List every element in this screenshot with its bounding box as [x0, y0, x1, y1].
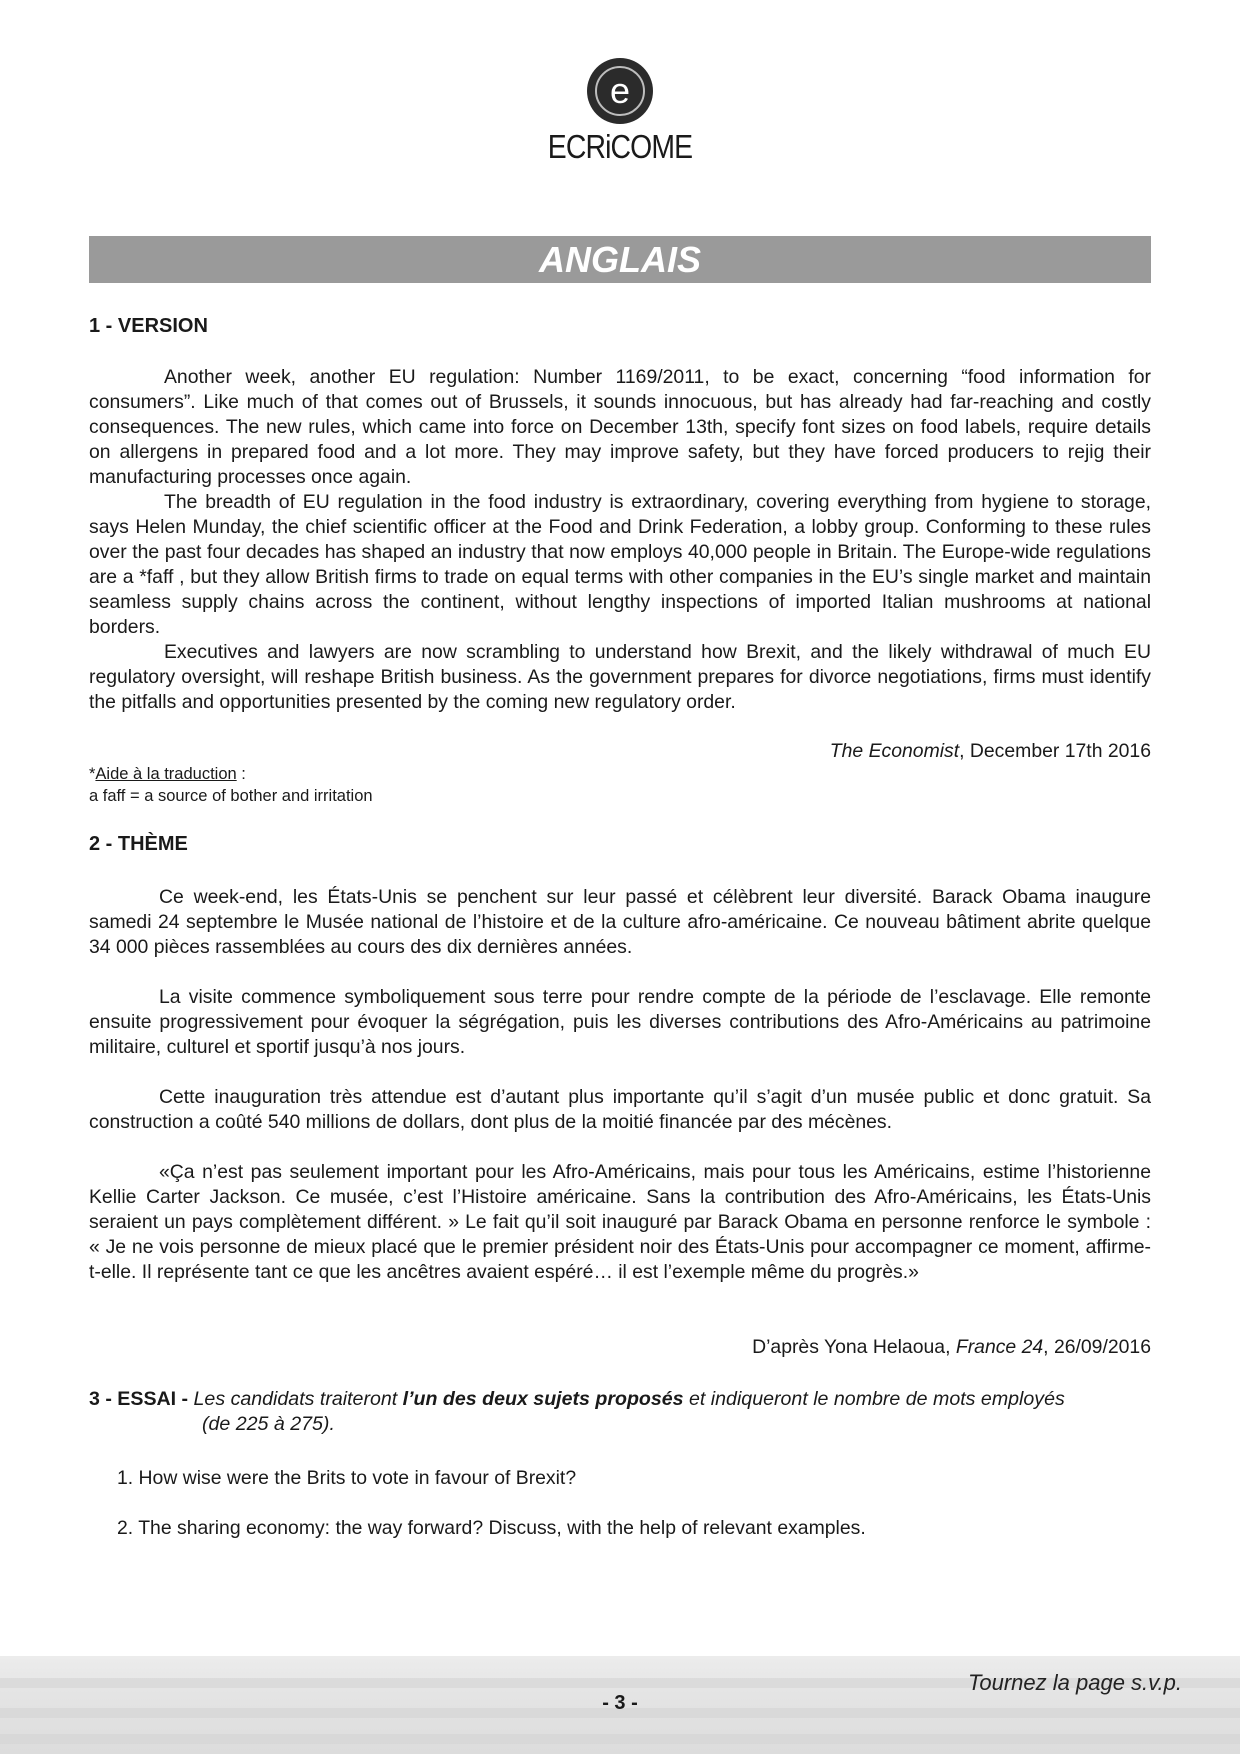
section-2-heading: 2 - THÈME — [89, 833, 188, 855]
theme-paragraph: Ce week-end, les États-Unis se penchent sur leur passé et célèbrent leur diversité. Barack Obama inaugure samedi 24 septembre le Musée national de l’histoire et de la culture afro-américaine. Ce nouveau bâtiment abrite quelque 34 000 pièces rassemblées au cours des dix dernières années. — [89, 886, 1151, 958]
turn-page-note: Tournez la page s.v.p. — [967, 1670, 1182, 1695]
page-number: - 3 - — [602, 1692, 638, 1714]
theme-paragraph: La visite commence symboliquement sous terre pour rendre compte de la période de l’esclavage. Elle remonte ensuite progressivement pour évoquer la ségrégation, puis les diverses contributions des Afro-Américains au patrimoine militaire, culturel et sportif jusqu’à nos jours. — [89, 986, 1151, 1058]
note-text: a faff = a source of bother and irritation — [89, 787, 373, 805]
note-star: * — [89, 765, 96, 783]
instr-bold: l’un des deux sujets proposés — [402, 1388, 684, 1410]
note-colon: : — [236, 765, 246, 783]
version-text — [89, 365, 1151, 715]
source-date: , December 17th 2016 — [959, 740, 1151, 762]
version-paragraph: The breadth of EU regulation in the food industry is extraordinary, covering everything from hygiene to storage, says Helen Munday, the chief scientific officer at the Food and Drink Federation, a lobby group. Conforming to these rules over the past four decades has shaped an industry that now employs 40,000 people in Britain. The Europe-wide regulations are a *faff , but they allow British firms to trade on equal terms with other companies in the EU’s single market and maintain seamless supply chains across the continent, without lengthy inspections of imported Italian mushrooms at national borders. — [89, 491, 1151, 638]
essay-question: 1. How wise were the Brits to vote in favour of Brexit? — [117, 1467, 577, 1489]
version-source — [830, 740, 1151, 763]
note-label: Aide à la traduction — [95, 765, 237, 783]
svg-text:e: e — [609, 70, 631, 111]
source-title: The Economist — [829, 740, 960, 762]
theme-paragraph: Cette inauguration très attendue est d’autant plus importante qu’il s’agit d’un musée public et donc gratuit. Sa construction a coûté 540 millions de dollars, dont plus de la moitié financée par des mécènes. — [89, 1086, 1151, 1133]
essay-question: 2. The sharing economy: the way forward? Discuss, with the help of relevant examples. — [117, 1517, 866, 1539]
source-prefix: D’après Yona Helaoua, — [752, 1336, 956, 1358]
version-paragraph: Another week, another EU regulation: Number 1169/2011, to be exact, concerning “food information for consumers”. Like much of that comes out of Brussels, it sounds innocuous, but has already had far-reaching and costly consequences. The new rules, which came into force on December 13th, specify font sizes on food labels, require details on allergens in prepared food and a lot more. They may improve safety, but they have forced producers to rejig their manufacturing processes once again. — [89, 366, 1151, 488]
source-title: France 24 — [955, 1336, 1044, 1358]
section-3-heading: 3 - ESSAI - — [89, 1388, 194, 1410]
ecricome-wordmark: ECRiCOME — [547, 128, 693, 165]
section-1-heading: 1 - VERSION — [89, 315, 208, 337]
instr-word-range: (de 225 à 275). — [202, 1413, 335, 1435]
version-paragraph: Executives and lawyers are now scrambling to understand how Brexit, and the likely withdrawal of much EU regulatory oversight, will reshape British business. As the government prepares for divorce negotiations, firms must identify the pitfalls and opportunities presented by the coming new regulatory order. — [89, 641, 1151, 713]
instr-part: Les candidats traiteront — [193, 1388, 403, 1410]
page-title: ANGLAIS — [89, 236, 1151, 283]
ecricome-e-icon — [587, 58, 653, 124]
translation-note — [89, 763, 373, 807]
source-date: , 26/09/2016 — [1043, 1336, 1151, 1358]
essay-instructions — [89, 1387, 1151, 1437]
theme-source — [752, 1336, 1151, 1359]
theme-paragraph: «Ça n’est pas seulement important pour les Afro-Américains, mais pour tous les Américains, estime l’historienne Kellie Carter Jackson. Ce musée, c’est l’Histoire américaine. Sans la contribution des Afro-Américains, les États-Unis seraient un pays complètement différent. » Le fait qu’il soit inauguré par Barack Obama en personne renforce le symbole : « Je ne vois personne de mieux placé que le premier président noir des États-Unis pour accompagner ce moment, affirme-t-elle. Il représente tant ce que les ancêtres avaient espéré… il est l’exemple même du progrès.» — [89, 1161, 1151, 1283]
instr-part: et indiqueront le nombre de mots employés — [683, 1388, 1065, 1410]
ecricome-logo — [0, 58, 1240, 166]
theme-text — [89, 885, 1151, 1285]
